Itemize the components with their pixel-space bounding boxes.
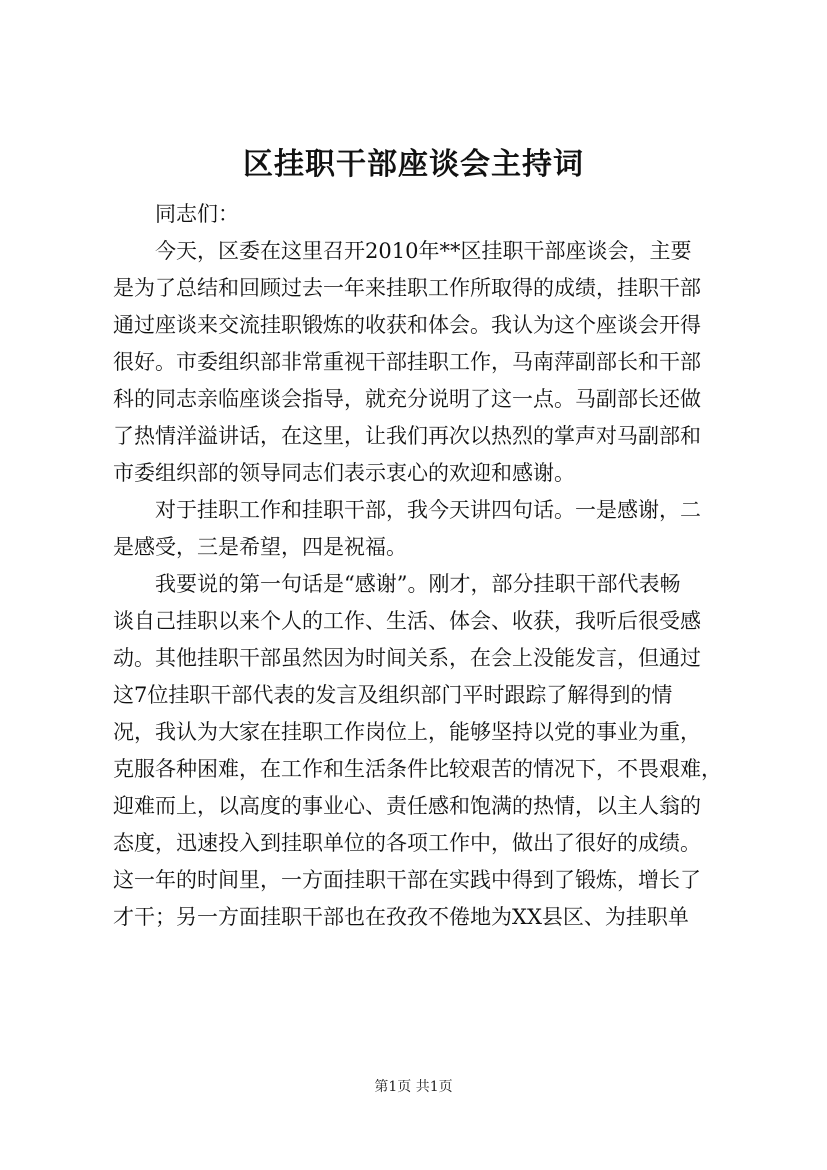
text-line: 况，我认为大家在挂职工作岗位上，能够坚持以党的事业为重， xyxy=(113,720,701,744)
text-line: 才干；另一方面挂职干部也在孜孜不倦地为XX县区、为挂职单 xyxy=(113,905,689,929)
text-line: 这一年的时间里，一方面挂职干部在实践中得到了锻炼，增长了 xyxy=(113,868,701,892)
text-line: 通过座谈来交流挂职锻炼的收获和体会。我认为这个座谈会开得 xyxy=(113,313,701,337)
salutation: 同志们： xyxy=(155,202,239,226)
page-title: 区挂职干部座谈会主持词 xyxy=(243,147,584,182)
text-line: 对于挂职工作和挂职干部，我今天讲四句话。一是感谢，二 xyxy=(155,498,701,522)
text-line: 今天，区委在这里召开2010年**区挂职干部座谈会，主要 xyxy=(155,239,692,263)
document-body xyxy=(113,196,743,936)
text-line: 克服各种困难，在工作和生活条件比较艰苦的情况下，不畏艰难， xyxy=(113,757,722,781)
text-line: 态度，迅速投入到挂职单位的各项工作中，做出了很好的成绩。 xyxy=(113,831,701,855)
text-line: 了热情洋溢讲话，在这里，让我们再次以热烈的掌声对马副部和 xyxy=(113,424,701,448)
paragraph-2 xyxy=(113,492,743,566)
text-line: 是感受，三是希望，四是祝福。 xyxy=(113,535,407,559)
text-line: 我要说的第一句话是“感谢”。刚才，部分挂职干部代表畅 xyxy=(155,572,681,596)
text-line: 市委组织部的领导同志们表示衷心的欢迎和感谢。 xyxy=(113,461,575,485)
text-line: 谈自己挂职以来个人的工作、生活、体会、收获，我听后很受感 xyxy=(113,609,701,633)
paragraph-3 xyxy=(113,566,743,936)
text-line: 科的同志亲临座谈会指导，就充分说明了这一点。马副部长还做 xyxy=(113,387,701,411)
text-line: 迎难而上，以高度的事业心、责任感和饱满的热情，以主人翁的 xyxy=(113,794,701,818)
text-line: 很好。市委组织部非常重视干部挂职工作，马南萍副部长和干部 xyxy=(113,350,701,374)
text-line: 这7位挂职干部代表的发言及组织部门平时跟踪了解得到的情 xyxy=(113,683,673,707)
paragraph-1 xyxy=(113,233,743,492)
page-footer: 第1页 共1页 xyxy=(374,1079,453,1095)
text-line: 动。其他挂职干部虽然因为时间关系，在会上没能发言，但通过 xyxy=(113,646,701,670)
text-line: 是为了总结和回顾过去一年来挂职工作所取得的成绩，挂职干部 xyxy=(113,276,701,300)
